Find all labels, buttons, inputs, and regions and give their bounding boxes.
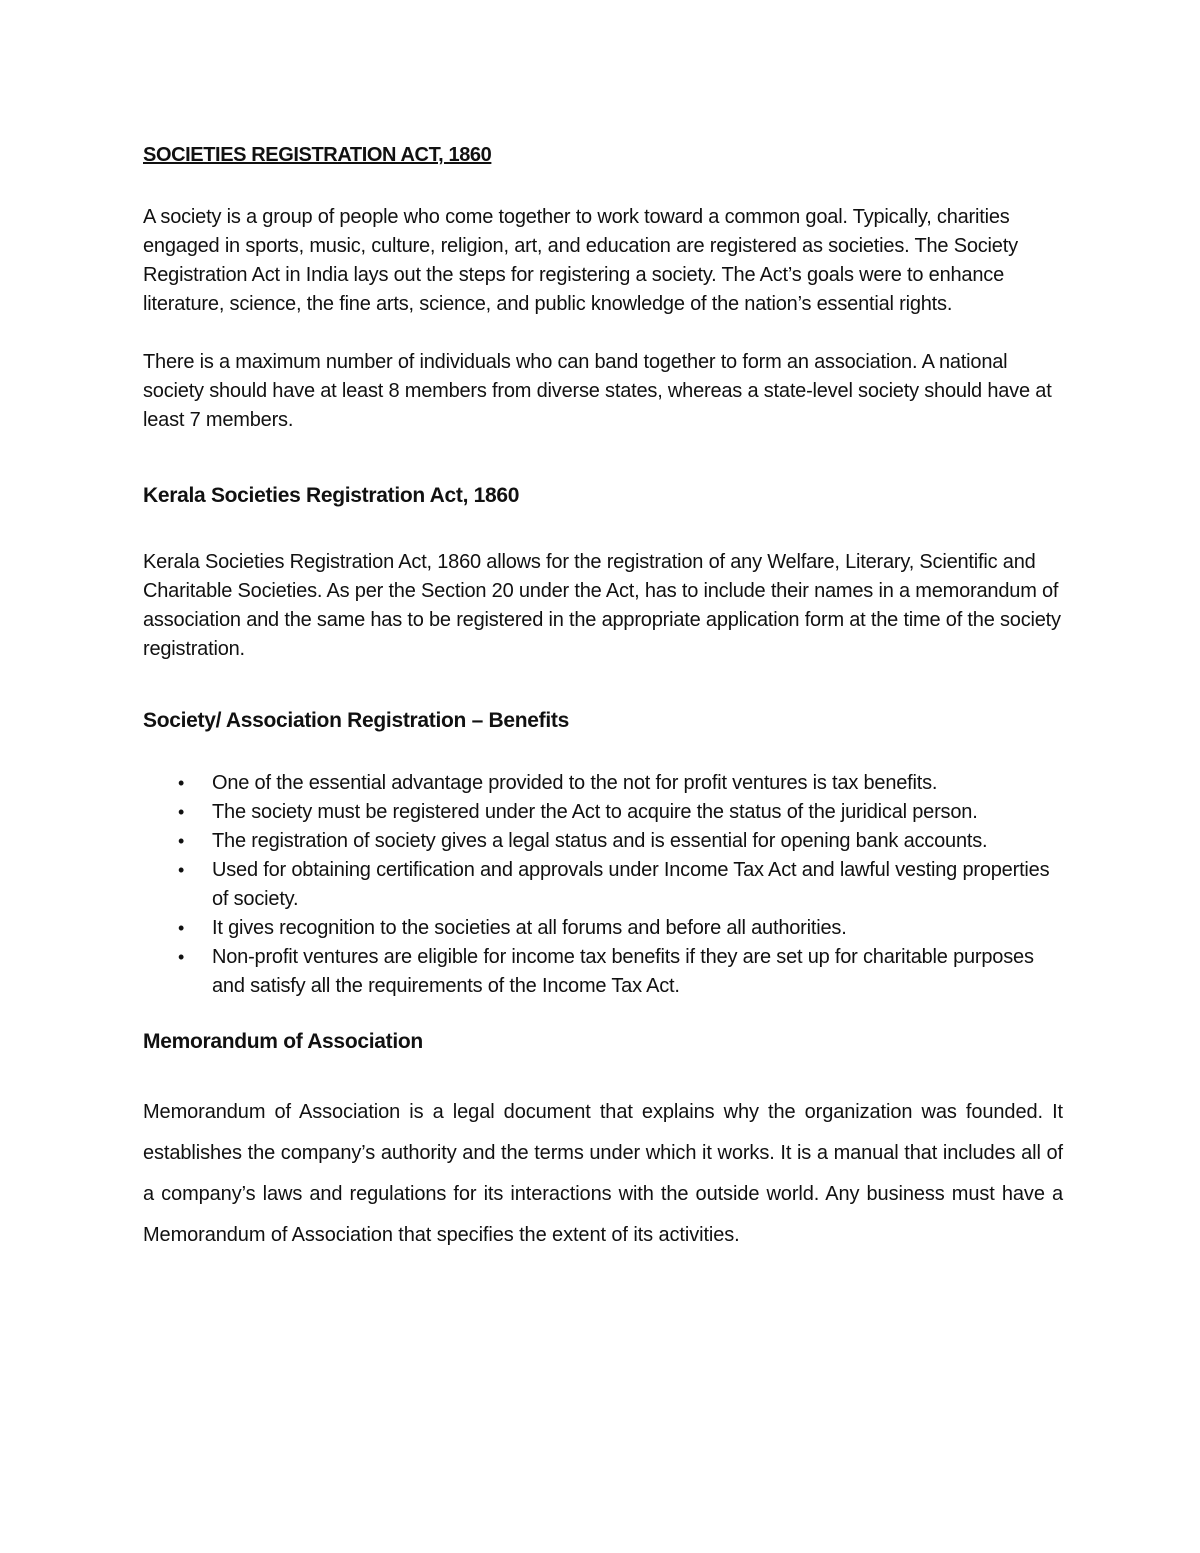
intro-paragraph-1: A society is a group of people who come together to work toward a common goal. Typically, charities engaged in sports, music, culture, religion, art, and education are registered as societies. The Society Registration Act in India lays out the steps for registering a society. The Act’s goals were to enhance literature, science, the fine arts, science, and public knowledge of the nation’s essential rights. [143, 206, 1018, 315]
benefit-text: Non-profit ventures are eligible for income tax benefits if they are set up for charitable purposes and satisfy all the requirements of the Income Tax Act. [212, 946, 1034, 997]
benefit-item [143, 914, 1063, 943]
benefit-text: The society must be registered under the Act to acquire the status of the juridical person. [212, 801, 978, 823]
memorandum-section-heading: Memorandum of Association [143, 1030, 423, 1053]
memorandum-paragraph: Memorandum of Association is a legal document that explains why the organization was founded. It establishes the company’s authority and the terms under which it works. It is a manual that includes all of a company’s laws and regulations for its interactions with the outside world. Any business must have a Memorandum of Association that specifies the extent of its activities. [143, 1101, 1063, 1246]
kerala-paragraph: Kerala Societies Registration Act, 1860 allows for the registration of any Welfare, Literary, Scientific and Charitable Societies. As per the Section 20 under the Act, has to include their names in a memorandum of association and the same has to be registered in the appropriate application form at the time of the society registration. [143, 551, 1061, 660]
bullet-icon: • [177, 831, 185, 851]
bullet-icon: • [177, 860, 185, 880]
kerala-section-heading: Kerala Societies Registration Act, 1860 [143, 484, 520, 507]
benefits-list [143, 769, 1063, 1001]
benefit-item [143, 856, 1063, 914]
document-title: SOCIETIES REGISTRATION ACT, 1860 [143, 144, 492, 166]
benefit-item [143, 798, 1063, 827]
bullet-icon: • [177, 773, 185, 793]
benefit-item [143, 943, 1063, 1001]
benefit-item [143, 769, 1063, 798]
bullet-icon: • [177, 918, 185, 938]
benefit-text: The registration of society gives a legal status and is essential for opening bank accounts. [212, 830, 988, 852]
bullet-icon: • [177, 802, 185, 822]
benefit-text: One of the essential advantage provided to the not for profit ventures is tax benefits. [212, 772, 938, 794]
document-body [143, 140, 1063, 1256]
intro-paragraph-2: There is a maximum number of individuals who can band together to form an association. A national society should have at least 8 members from diverse states, whereas a state-level society should have at least 7 members. [143, 351, 1052, 431]
benefit-item [143, 827, 1063, 856]
benefit-text: It gives recognition to the societies at all forums and before all authorities. [212, 917, 847, 939]
benefits-section-heading: Society/ Association Registration – Benefits [143, 709, 569, 732]
benefit-text: Used for obtaining certification and approvals under Income Tax Act and lawful vesting properties of society. [212, 859, 1050, 910]
bullet-icon: • [177, 947, 185, 967]
